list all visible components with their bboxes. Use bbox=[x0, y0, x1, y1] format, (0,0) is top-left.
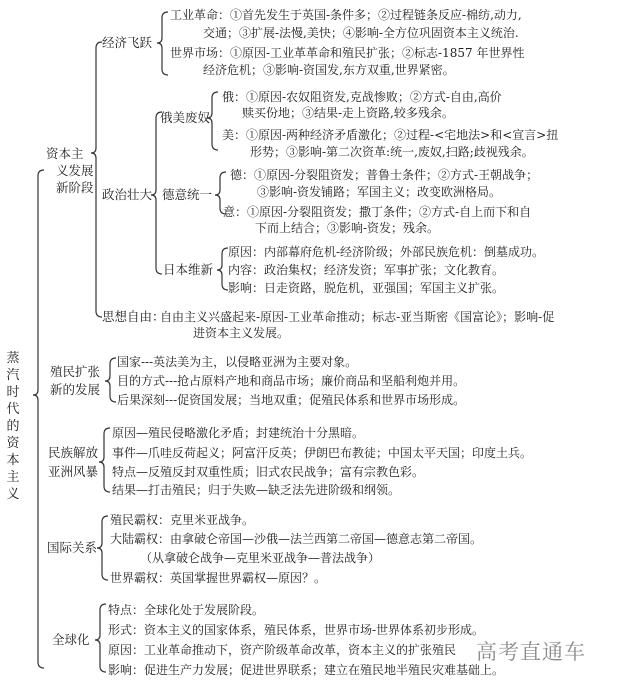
root-label: 蒸汽时代的资本主义 bbox=[6, 351, 20, 502]
meiji-line-3: 影响：日走资路，脱危机，亚强国；军国主义扩张。 bbox=[228, 281, 505, 295]
russia-line-1: 俄：①原因-农奴阻资发,克战惨败；②方式-自由,高价 bbox=[222, 90, 502, 104]
ideology-line-1: 自由主义兴盛起来-原因-工业革命推动；标志-亚当斯密《国富论》；影响-促 bbox=[160, 310, 555, 324]
colonial-brace bbox=[105, 358, 116, 402]
international-brace bbox=[97, 516, 108, 580]
italy-line-1: 意：①原因-分裂阻资发；撒丁条件；②方式-自上而下和自 bbox=[223, 205, 532, 219]
economy-label: 经济飞跃 bbox=[102, 35, 153, 50]
colonial-line-3: 后果深刻---促资国发展；当地双重；促殖民体系和世界市场形成。 bbox=[117, 393, 466, 407]
liberation-line-2: 事件—爪哇反荷起义；阿富汗反英；伊朗巴布教徒；中国太平天国；印度土兵。 bbox=[112, 446, 533, 460]
industrial-revolution-line-1: 工业革命：①首先发生于英国-条件多；②过程链条反应-棉纺,动力, bbox=[170, 8, 522, 22]
ideology-line-2: 进资本主义发展。 bbox=[193, 326, 290, 340]
globalization-line-1: 特点：全球化处于发展阶段。 bbox=[108, 603, 265, 617]
liberation-brace bbox=[99, 428, 110, 492]
globalization-brace bbox=[95, 604, 106, 672]
international-line-1: 殖民霸权：克里米亚战争。 bbox=[110, 513, 255, 527]
capitalism-label-1: 资本主 bbox=[46, 146, 84, 161]
international-label: 国际关系 bbox=[47, 540, 98, 555]
germany-line-1: 德：①原因-分裂阻资发；普鲁士条件；②方式-王朝战争； bbox=[230, 168, 539, 182]
ideology-label: 思想自由： bbox=[102, 309, 165, 324]
globalization-line-2: 形式：资本主义的国家体系，殖民体系，世界市场-世界体系初步形成。 bbox=[108, 623, 485, 637]
meiji-brace bbox=[217, 248, 228, 290]
international-line-4: 世界霸权：英国掌握世界霸权—原因？。 bbox=[110, 571, 327, 585]
liberation-line-3: 特点—反殖反封双重性质；旧式农民战争；富有宗教色彩。 bbox=[112, 465, 425, 479]
germany-line-2: ③影响-资发铺路；军国主义；改变欧洲格局。 bbox=[257, 185, 502, 199]
politics-brace bbox=[151, 112, 162, 274]
colonial-line-2: 目的方式---抢占原料产地和商品市场；廉价商品和坚船利炮并用。 bbox=[117, 374, 466, 388]
capitalism-label-3: 新阶段 bbox=[56, 180, 94, 195]
world-market-line-2: 经济危机；③影响-资国发,东方双重,世界紧密。 bbox=[203, 63, 455, 77]
colonial-label-1: 殖民扩张 bbox=[50, 364, 101, 379]
usa-line-2: 形势；③影响-第二次资革:统一,废奴,扫路;歧视残余。 bbox=[250, 145, 534, 159]
liberation-label-1: 民族解放 bbox=[48, 445, 99, 460]
colonial-label-2: 新的发展 bbox=[50, 382, 101, 397]
international-line-2: 大陆霸权：由拿破仑帝国—沙俄—法兰西第二帝国—德意志第二帝国。 bbox=[110, 532, 483, 546]
usa-line-1: 美：①原因-两种经济矛盾激化；②过程-<宅地法>和<宣言>扭 bbox=[222, 128, 559, 142]
economy-brace bbox=[157, 12, 168, 75]
liberation-line-1: 原因—殖民侵略激化矛盾；封建统治十分黑暗。 bbox=[112, 426, 365, 440]
italy-line-2: 下而上结合；③影响-资发；残余。 bbox=[255, 221, 440, 235]
industrial-revolution-line-2: 交通；③扩展-法慢,美快；④影响-全方位巩固资本主义统治. bbox=[203, 26, 519, 40]
globalization-label: 全球化 bbox=[52, 632, 90, 647]
abolition-label: 俄美废奴 bbox=[160, 110, 211, 125]
international-line-3: （从拿破仑战争—克里米亚战争—普法战争） bbox=[140, 551, 381, 565]
meiji-line-2: 内容：政治集权；经济发资；军事扩张；文化教育。 bbox=[228, 263, 505, 277]
globalization-line-3: 原因：工业革命推动下，资产阶级革命改革，资本主义的扩张殖民 bbox=[108, 643, 457, 657]
capitalism-label-2: 义发展 bbox=[56, 163, 94, 178]
colonial-line-1: 国家---英法美为主，以侵略亚洲为主要对象。 bbox=[117, 355, 358, 369]
meiji-label: 日本维新 bbox=[163, 262, 214, 277]
watermark: 高考直通车 bbox=[476, 640, 586, 664]
unification-label: 德意统一 bbox=[162, 187, 213, 202]
russia-line-2: 赎买份地；③结果-走上资路,较多残余。 bbox=[242, 106, 454, 120]
world-market-line-1: 世界市场：①原因-工业革革命和殖民扩张；②标志-1857 年世界性 bbox=[170, 46, 525, 60]
root-brace bbox=[33, 170, 44, 668]
globalization-line-4: 影响：促进生产力发展；促进世界联系；建立在殖民地半殖民灾难基础上。 bbox=[108, 663, 505, 677]
liberation-label-2: 亚洲风暴 bbox=[48, 464, 99, 479]
politics-label: 政治壮大 bbox=[102, 187, 153, 202]
meiji-line-1: 原因：内部幕府危机-经济阶级；外部民族危机：倒墓成功。 bbox=[228, 245, 545, 259]
liberation-line-4: 结果—打击殖民；归于失败—缺乏法先进阶级和纲领。 bbox=[112, 483, 401, 497]
